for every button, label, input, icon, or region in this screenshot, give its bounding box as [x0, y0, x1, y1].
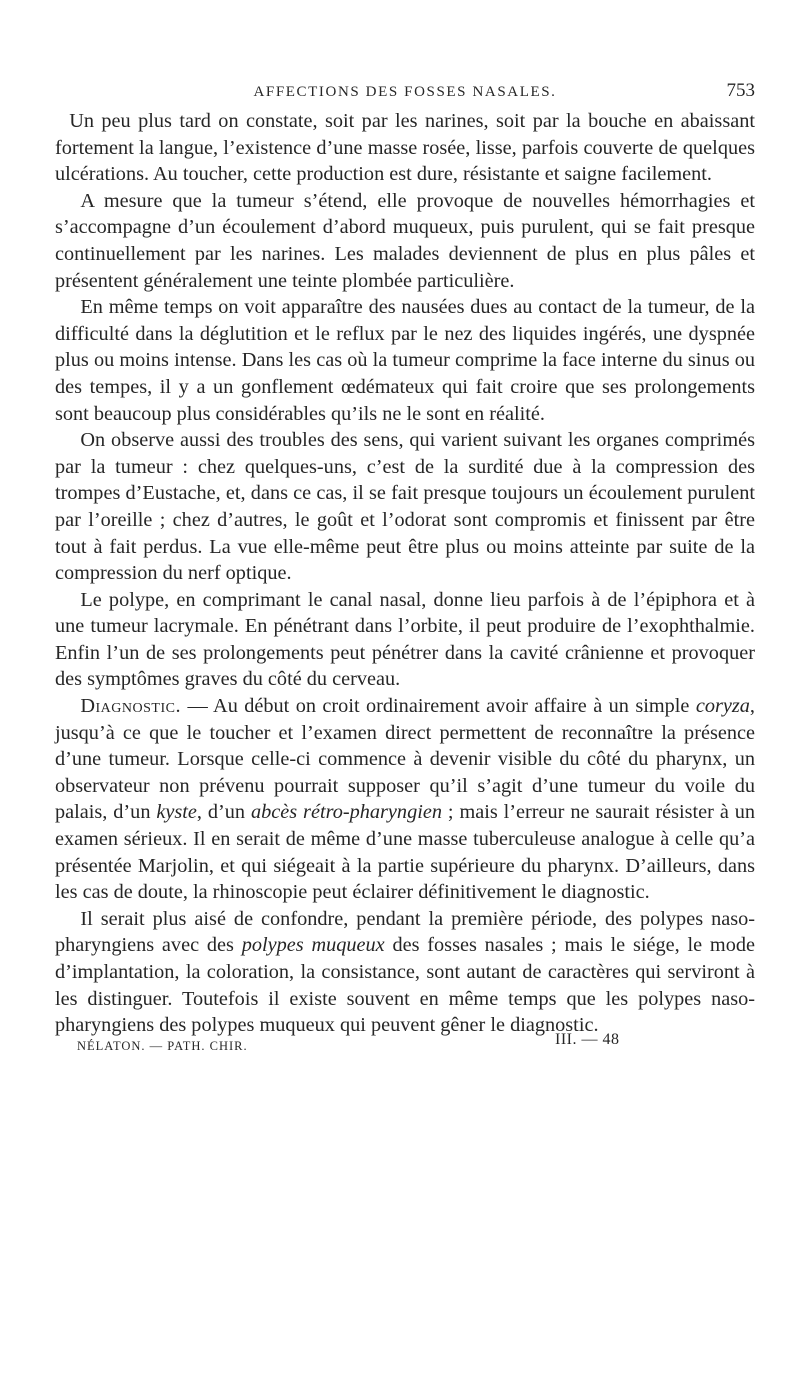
page-footer [55, 1030, 755, 1061]
italic-term: coryza [695, 695, 750, 718]
paragraph-nausea-dyspnea: En même temps on voit apparaître des nausées dues au contact de la tumeur, de la difficulté dans la déglutition et le reflux par le nez des liquides ingérés, une dyspnée plus ou moins intense. Dans les cas où la tumeur comprime la face interne du sinus ou des tempes, il y a un gonflement œdémateux qui fait croire que ses prolongements sont beaucoup plus considérables qu’ils ne le sont en réalité. [55, 296, 755, 425]
page-number: 753 [726, 80, 755, 101]
book-page [55, 76, 755, 1061]
paragraph-sensory-troubles: On observe aussi des troubles des sens, qui varient suivant les organes comprimés par la tumeur : chez quelques-uns, c’est de la surdité due à la compression des trompes d’Eustache, et, dans ce cas, il se fait presque toujours un écoulement purulent par l’oreille ; chez d’autres, le goût et l’odorat sont compromis et finissent par être tout à fait perdus. La vue elle-même peut être plus ou moins atteinte par suite de la compression du nerf optique. [55, 429, 755, 585]
paragraph-differential: Il serait plus aisé de confondre, pendant la première période, des polypes naso-pharyngiens avec des polypes muqueux des fosses nasales ; mais le siége, le mode d’implantation, la coloration, la consistance, sont autant de caractères qui serviront à les distinguer. Toutefois il existe souvent en même temps que les polypes naso-pharyngiens des polypes muqueux qui peuvent gêner le diagnostic. [55, 907, 755, 1037]
italic-term: kyste [156, 801, 197, 824]
section-heading-diagnostic: Diagnostic. [80, 695, 182, 718]
italic-term: polypes muqueux [241, 934, 385, 957]
paragraph-epiphora: Le polype, en comprimant le canal nasal, donne lieu parfois à de l’épiphora et à une tumeur lacrymale. En pénétrant dans l’orbite, il peut produire de l’exophthalmie. Enfin l’un de ses prolongements peut pénétrer dans la cavité crânienne et provoquer des symptômes graves du côté du cerveau. [55, 588, 755, 691]
running-head [55, 76, 755, 108]
paragraph-diagnostic: Diagnostic. — Au début on croit ordinairement avoir affaire à un simple coryza, jusqu’à ce que le toucher et l’examen direct permettent de reconnaître la présence d’une tumeur. Lorsque celle-ci commence à devenir visible du côté du pharynx, un observateur non prévenu pourrait supposer qu’il s’agit d’une tumeur du voile du palais, d’un kyste, d’un abcès rétro-pharyngien ; mais l’erreur ne saurait résister à un examen sérieux. Il en serait de même d’une masse tuberculeuse analogue à celle qu’a présentée Marjolin, et qui siégeait à la partie supérieure du pharynx. D’ailleurs, dans les cas de doute, la rhinoscopie peut éclairer définitivement le diagnostic. [55, 695, 756, 904]
running-title: AFFECTIONS DES FOSSES NASALES. [253, 84, 557, 100]
signature-mark: NÉLATON. — PATH. CHIR. [77, 1038, 248, 1053]
sheet-mark: III. — 48 [555, 1030, 620, 1048]
body-text [55, 108, 755, 1039]
paragraph-tumor-appearance: Un peu plus tard on constate, soit par les narines, soit par la bouche en abaissant fortement la langue, l’existence d’une masse rosée, lisse, parfois couverte de quelques ulcérations. Au toucher, cette production est dure, résistante et saigne facilement. [55, 110, 755, 186]
italic-term: abcès rétro-pharyngien [250, 801, 442, 824]
paragraph-hemorrhages: A mesure que la tumeur s’étend, elle provoque de nouvelles hémorrhagies et s’accompagne d’un écoulement d’abord muqueux, puis purulent, qui se fait presque continuellement par les narines. Les malades deviennent de plus en plus pâles et présentent généralement une teinte plombée particulière. [55, 189, 755, 292]
